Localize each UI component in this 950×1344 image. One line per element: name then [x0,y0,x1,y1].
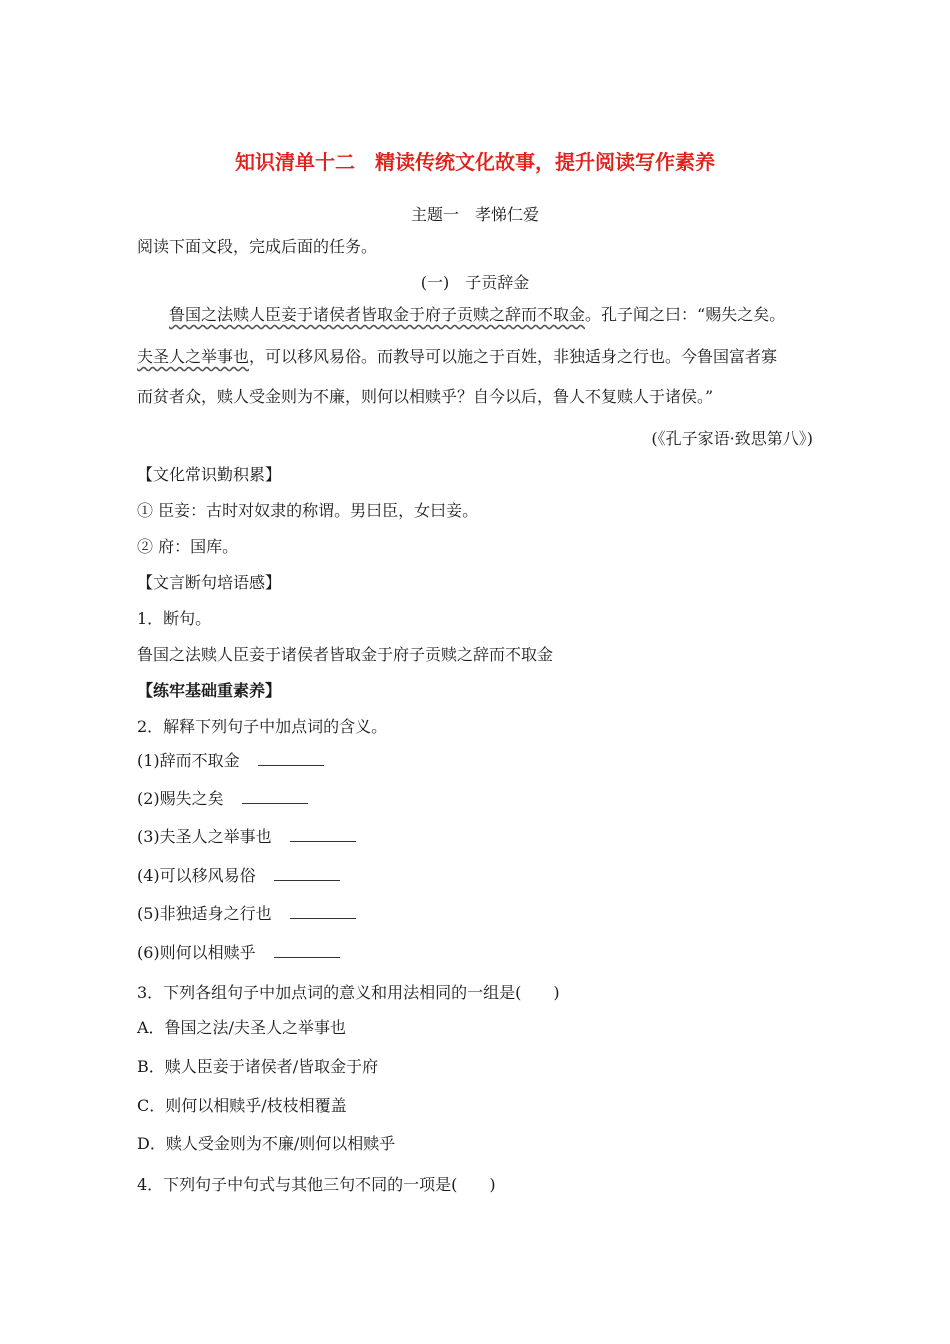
passage-wavy-phrase: 夫圣人之举事也 [137,347,250,366]
answer-blank[interactable] [258,751,324,766]
topic-heading: 主题一 孝悌仁爱 [410,205,539,224]
answer-blank[interactable] [290,827,356,842]
passage-source: (《孔子家语·致思第八》) [651,429,813,448]
passage-line-3: 而贫者众，赎人受金则为不廉，则何以相赎乎？自今以后，鲁人不复赎人于诸侯。” [137,387,714,406]
q3-option-c: C．则何以相赎乎/枝枝相覆盖 [137,1096,347,1115]
passage-line-2: 夫圣人之举事也，可以移风易俗。而教导可以施之于百姓，非独适身之行也。今鲁国富者寡 [137,347,778,366]
answer-blank[interactable] [290,904,356,919]
q2-item: (4)可以移风易俗 [137,865,340,887]
question-1-text: 鲁国之法赎人臣妾于诸侯者皆取金于府子贡赎之辞而不取金 [137,645,554,664]
basic-header: 【练牢基础重素养】 [137,681,282,700]
answer-blank[interactable] [242,789,308,804]
answer-blank[interactable] [274,866,340,881]
question-4: 4．下列句子中句式与其他三句不同的一项是( ) [137,1175,496,1194]
q2-item: (6)则何以相赎乎 [137,942,340,964]
instruction: 阅读下面文段，完成后面的任务。 [137,237,378,256]
question-2: 2．解释下列句子中加点词的含义。 [137,717,388,736]
passage-title: (一) 子贡辞金 [420,273,530,292]
q3-option-a: A．鲁国之法/夫圣人之举事也 [137,1018,346,1037]
q2-item: (1)辞而不取金 [137,750,324,772]
punct-header: 【文言断句培语感】 [137,573,282,592]
q2-item: (5)非独适身之行也 [137,903,356,925]
passage-line-1: 鲁国之法赎人臣妾于诸侯者皆取金于府子贡赎之辞而不取金。孔子闻之曰：“赐失之矣。 [169,305,786,324]
q2-item: (2)赐失之矣 [137,788,308,810]
q2-item: (3)夫圣人之举事也 [137,826,356,848]
culture-note-2: ② 府：国库。 [137,537,239,556]
page-title: 知识清单十二 精读传统文化故事，提升阅读写作素养 [235,150,715,174]
answer-blank[interactable] [274,943,340,958]
culture-header: 【文化常识勤积累】 [137,465,282,484]
passage-wavy-sentence: 鲁国之法赎人臣妾于诸侯者皆取金于府子贡赎之辞而不取金 [169,305,586,324]
question-1: 1．断句。 [137,609,212,628]
culture-note-1: ① 臣妾：古时对奴隶的称谓。男曰臣，女曰妾。 [137,501,479,520]
q3-option-d: D．赎人受金则为不廉/则何以相赎乎 [137,1134,396,1153]
question-3: 3．下列各组句子中加点词的意义和用法相同的一组是( ) [137,983,560,1002]
q3-option-b: B．赎人臣妾于诸侯者/皆取金于府 [137,1057,379,1076]
